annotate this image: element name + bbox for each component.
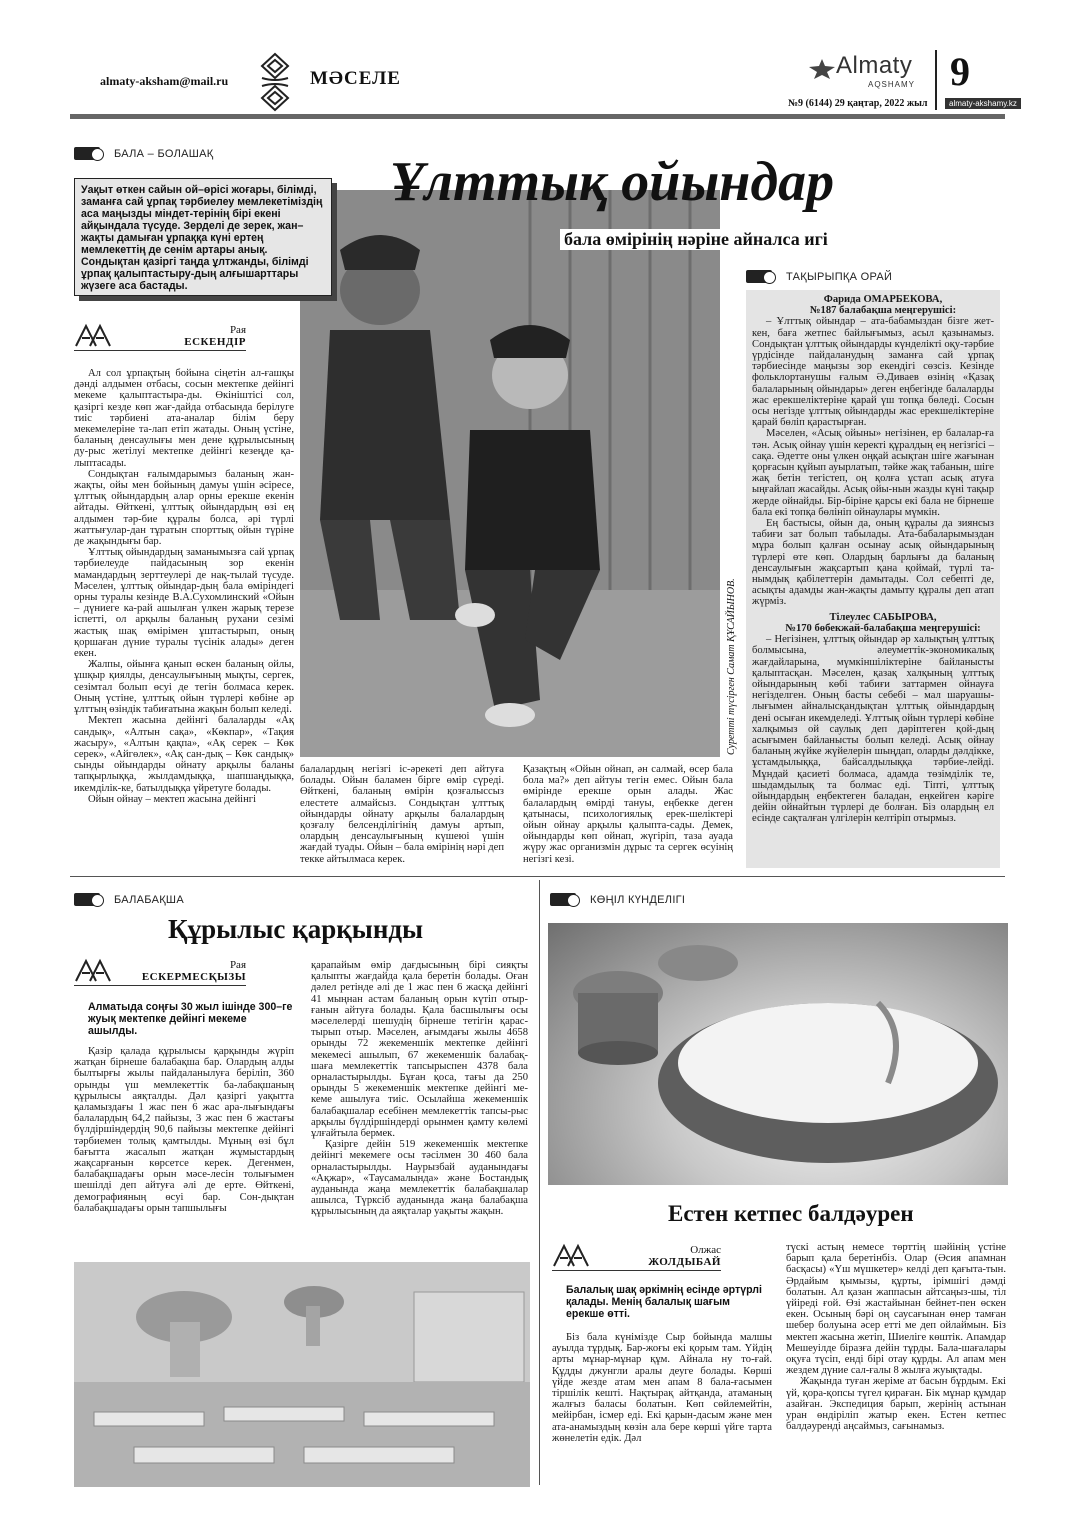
speaker1-role: №187 балабақша меңгерушісі: — [809, 305, 957, 317]
section-divider — [70, 876, 1005, 877]
article1-lead-box — [74, 178, 332, 296]
article3-photo — [548, 923, 1008, 1185]
paragraph: Мектеп жасына дейінгі балаларды «Ақ сандық», «Алтын сақа», «Көкпар», «Тақия жасыру», «Алтын қақпа», «Ақ серек – Көк серек», «Айгөлек», «Ақ сан-дық – Көк сандық» сынды ойындарды ойнату арқылы баланы тапқырлыққа, жылдамдыққа, шапшаңдыққа, икемділік-ке, батылдыққа үйретуге болады. — [74, 715, 294, 794]
column-divider — [539, 880, 540, 1485]
section-title: МӘСЕЛЕ — [310, 68, 401, 89]
article3-lead: Балалық шақ әркімнің есінде әртүрлі қалады. Менің балалық шағым ерекше өтті. — [566, 1284, 762, 1320]
paragraph: Ұлттық ойындардың заманымызға сай ұрпақ тәрбиелеуде пайдасының зор екенін мамандардың зерттеулері де нақ-тылай түсуде. Мәселен, ұлттық ойындар-дың бала өміріндегі орны туралы кезінде В.А.Сухомлинский «Ойын – дүниеге ка-рай ашылған үлкен жарық терезе іспетті, ол арқылы баланың рухани сезімі жастық шақ өмірімен ұштастырып, оның қоршаған дүние туралы түсінік алады» деген екен. — [74, 547, 294, 660]
paragraph: Ойын ойнау – мектеп жасына дейінгі — [88, 793, 257, 805]
photo-credit: Суретті түсірген Самат ҚҰСАЙЫНОВ. — [726, 578, 737, 755]
speaker2-name: Тілеулес САБЫРОВА, — [829, 611, 937, 623]
article1-col3: Қазақтың «Ойын ойнап, ән салмай, өсер бала бола ма?» деп айтуы тегін емес. Ойын бала өмірінде ерекше орын алады. Жас балалардың өмірді тануы, еңбекке деген қатынасы, психологиялық ерек-шеліктері ойын ойнау арқылы қалыпта-сады. Демек, ойындарды көп ойнап, жүгіріп, таза ауада жүру жас организмін дұрыс та сергек өсуінің негізгі кезі. — [523, 764, 733, 865]
classroom-icon — [74, 1262, 530, 1487]
article1-photo — [300, 190, 720, 757]
star-icon — [808, 58, 836, 80]
article2-tag: БАЛАБАҚША — [74, 893, 184, 906]
header-email[interactable]: almaty-aksham@mail.ru — [100, 74, 229, 88]
tag-marker-icon — [74, 147, 100, 160]
header-vline — [935, 50, 937, 110]
article1-lead: Уақыт өткен сайын ой–өрісі жоғары, білімді, заманға сай ұрпақ тәрбиелеу мемлекетіміздің аса маңызды міндет-терінің бірі екені айқындала түсуде. Зерделі де зерек, жан–жақты дамыған ұрпаққа күні ертең мемлекеттің де сенім артары анық. Сондықтан қазіргі таңда ұлтжанды, білімді ұрпақ қалыптастыру-дың алғышарттары жүзеге аса бастады. — [81, 184, 323, 292]
article1-col1 — [74, 368, 294, 805]
children-playing-icon — [300, 190, 720, 757]
sidebar-tag: ТАҚЫРЫПҚА ОРАЙ — [746, 270, 892, 283]
paragraph: Жалпы, ойынға қанып өскен баланың ойлы, ұшқыр қиялды, денсаулығының мықты, сергек, сезімтал болып өсуі де тегін болмаса керек. Оның үстіне, ұлттық ойын түрлері көбіне әр ұлттың өзіндік табиғатына жақын болып келеді. — [74, 659, 294, 716]
article3-tag: КӨҢІЛ КҮНДЕЛІГІ — [550, 893, 685, 906]
article1-subtitle: бала өмірінің нәріне айналса игі — [560, 229, 832, 250]
issue-info: №9 (6144) 29 қаңтар, 2022 жыл — [788, 98, 928, 109]
article2-title: Құрылыс қарқынды — [168, 914, 424, 944]
article3-title: Естен кетпес балдәурен — [668, 1201, 914, 1226]
paragraph: Мәселен, «Асық ойыны» негізінен, ер балалар-ға тән. Асық ойнау үшін керекті құралдың ең негізгісі – сақа. Әдетте оны үлкен оңқай асықтан шіге жағынан қорғасын құйып ауырлатып, тәйке жақ табанын, шіге жақ бетін тегістеп, оң қолға ұстап асық атуға ыңғайлап жасайды. Асық ойы-нын жазды күні тақыр жерде ойнайды. Бір-біріне қарсы екі бала не бірнеше бала екі топқа бөлініп ойнаулары мүмкін. — [752, 428, 994, 518]
article2-lead: Алматыда соңғы 30 жыл ішінде 300–ге жуық мектепке дейінгі мекеме ашылды. — [88, 1001, 293, 1037]
article2-col2: қарапайым өмір дағдысының бірі сияқты қалыпты жағдайда қала беретін болады. Оған дәлел ретінде әлі де 1 жас пен 6 жасқа дейінгі 41 мыңнан астам баланың орын күтіп отыр-ғанын айтуға болады. Қала басшылығы осы мәселелерді шешудің бірнеше тетігін қарас-тырып отыр. Мәселен, ағымдағы жылы 4658 орынды 72 жекеменшік мектепке дейінгі мекемесі ашылып, 67 жекеменшік балабақ-шаға мемлекеттік тапсырыспен 4378 бала орналастырылды. Бұған қоса, тағы да 250 орынды 5 жекеменшік мектепке дейінгі ме-кеме ашылуға тиіс. Осылайша жекеменшік балабақшалар есебінен мемлекеттік тапсы-рыс арқылы бүлдіршіндерді орынмен қамту көлемі ұлғайтыла бермек. Қазірге дейін 519 жекеменшік мектепке дейінгі мекемеге осы тәсілмен 30 460 бала орналастырылды. Наурызбай ауданындағы «Ақжар», «Таусамалында» және Бостандық ауданында жаңа мемлекеттік балабақшалар ашылса, Түрксіб ауданында жаңа балабақша құрылысының да аяқталар уақыты жақын. — [311, 960, 528, 1218]
article3-col1: Біз бала күнімізде Сыр бойында малшы ауылда тұрдық. Бар-жоғы екі қорым там. Үйдің арты мұнар-мұнар құм. Айнала ну то-ғай. Құдды джунгли аралы деуге болады. Көрші үйде жезде атам мен апам 8 бала-ғасымен тіршілік кешті. Нақтырақ айтқанда, атаманың жалғыз баласы болатын. Көп сөйлемейтін, мейірбан, ісмер еді. Екі қарын-дасым және мен ата-анамыздың көзін ала бере көрші үйге тарта жөнелетін едік. Дәл — [552, 1332, 772, 1444]
brand-logo — [808, 52, 928, 88]
paragraph: Ал сол ұрпақтың бойына сіңетін ал-ғашқы дәнді алдымен отбасы, сосын мектепке дейінгі мекеме қалыптастыра-ды. Өкініштісі сол, қазіргі кезде көп жағ-дайда отбасында берілуге тиіс тәрбиені ата-аналар білім беру мекемелеріне та-лап етіп жатады. Оның үстіне, баланың денсаулығы мен дене құрылысының ду-рыс жетілуі мектепке дейінгі кезеңде қа-лыптасады. — [74, 368, 294, 469]
speaker2-role: №170 бөбекжай-балабақша меңгерушісі: — [785, 622, 981, 634]
brand-sub: AQSHAMY — [868, 80, 916, 89]
paragraph: – Ұлттық ойындар – ата-бабамыздан бізге жет-кен, баға жетпес байлығымыз, асыл қазынамыз. Сондықтан ұлттық ойындарды күнделікті оқу-тәрбие үрдісінде пайдаланудың заманға сай ұрпақ тәрбиесінде маңызы зор екендігі сөзсіз. Кезінде фольклортанушы ғалым Ә.Диваев өзінің «Қазақ балаларының ойындары» деген еңбегінде балаларды жас ерекшеліктеріне қарай үш топқа бөледі. Сосын осы негізде ұлттық ойындарды жас ерекшеліктеріне қарай бөліп қарастырған. — [752, 316, 994, 429]
article2-col1: Қазір қалада құрылысы қарқынды жүріп жатқан бірнеше балабақша бар. Олардың алды былтырғы жылы пайдаланылуға беріліп, 360 орынды үш мемлекеттік ба-лабақшаның құрылысы аяқталды. Дәл қазіргі уақытта қаламыздағы 1 жас пен 6 жас ара-лығындағы балалардың 64,2 пайызы, 3 жас пен 6 жастағы бүлдіршіндердің 90,6 пайызы мектепке дейінгі тәрбиемен толық қамтылды. Мұның өзі бұл бағытта жасалып жатқан жұмыстардың жақсарғанын көрсетсе керек. Дегенмен, балабақшадағы орын мәсе-лесін толығымен шешілді деп айтуға әлі де ерте. Өйткені, демографияның өсуі бар. Сон-дықтан балабақшадағы орын тапшылығы — [74, 1046, 294, 1214]
sidebar-box — [746, 290, 1000, 868]
paragraph: – Негізінен, ұлттық ойындар әр халықтың ұлттық болмысына, әлеуметтік-экономикалық жағдайларына, мүмкіншіліктеріне байланысты қалыптасқан. Мәселен, қазақ халқының ұлттық ойындарының көбі табиғи заттармен ойнауға негізделген. Оның басты себебі – мал шаруашы-лығымен айналысқандықтан ұлттық ойындардың дені осыған икемделеді. Ұлттық ойын түрлері көбіне халқымыз ой саулық деп дәріптеген қой-дың асығымен байланысты болып келеді. Асық ойнау баланың жүйке жүйелерін шыңдап, оларды дәлдікке, ұстамдылыққа, байсалдылыққа тәрбие-лейді. Мұндай қасиеті болмаса, адамда төзімділік те, шыдамдылық та болмас еді. Тіпті, ұлттық ойындардың еңбектеген баладан, еңкейген кәріге дейін ойнайтын түрлері де болған. Біз олардың ел есінде сақталған үлгілерін келтіріп отырмыз. — [752, 634, 994, 825]
speaker1-name: Фарида ОМАРБЕКОВА, — [823, 294, 943, 305]
page-header — [0, 0, 1074, 125]
author-logo-icon — [552, 1242, 590, 1268]
paragraph: Ең бастысы, ойын да, оның құралы да зиянсыз табиғи зат болып табылады. Ата-бабаларымыздан мұра болып қалған осынау асық ойындарының түрлері өте көп. Олардың барлығы да баланың денсаулығын жақсартып қана қоймай, түрлі та-нымдық қабілеттерін дамытады. Сол себепті де, асықты адамды жан-жақты дамыту құралы деп атап жүрміз. — [752, 518, 994, 608]
author-logo-icon — [74, 322, 112, 348]
page-number: 9 — [950, 49, 970, 94]
author-logo-icon — [74, 957, 112, 983]
bowl-of-milk-icon — [548, 923, 1008, 1185]
article2-author: Рая ЕСКЕРМЕСҚЫЗЫ — [74, 957, 246, 986]
paragraph: Сондықтан ғалымдарымыз баланың жан-жақты, ойы мен бойының дамуы үшін әсіресе, ұлттық ойындардың алар орны ерекше екенін айтады. Өйткені, ұлттық ойындардың өзі ең алдымен тәр-бие құралы болса, әрі түрлі жаттығулар-дан тұратын спорттық ойын түріне де жақындығы бар. — [74, 468, 294, 548]
tag-marker-icon — [74, 893, 100, 906]
tag-marker-icon — [746, 270, 772, 283]
ornament-icon — [258, 52, 292, 112]
article3-col2: түскі астың немесе төрттің шәйінің үстіне барып қала беретінбіз. Олар (Әсия апамнан басқасы) «Үш мүшкетер» келді деп қағыта-тын. Әрдайым қымызы, құрты, ірімшігі дәмді болатын. Ал қазан жаппасын айтсаңыз-шы, тіл үйіреді ғой. Өзі жастайынан бейнет-пен өскен екен. Осының бәрі оң саусағынан өнер тамған шебер болуына әсер етті ме деп ойлаймын. Біз мектеп жасына жетіп, Шиеліге көштік. Апамдар Мешеуілде біразға дейін тұрды. Бала-шағалары оқуға түсіп, енді бірі отау құрды. Ал апам мен жездем дүние сал-ғалы 8 жылға жуықтады. Жақында туған жеріме ат басын бұрдым. Екі үй, қора-қопсы түгел қираған. Бік мұнар құмдар азайған. Экспедиция барып, жерінің астынан уран өндіріліп жатыр екен. Естен кетпес балдәуренді аңсаймыз, сағынамыз. — [786, 1242, 1006, 1433]
article1-title: Ұлттық ойындар — [390, 151, 835, 213]
tag-marker-icon — [550, 893, 576, 906]
header-rule — [70, 114, 1005, 119]
article1-col2: балалардың негізгі іс-әрекеті деп айтуға болады. Ойын баламен бірге өмір сүреді. Өйткені, баланың өмірін қозғалыссыз елестете алмайсыз. Сондықтан ұлттық ойындарды ойнату арқылы балалардың қозғалу белсенділігінің дамуы артып, олардың денсаулығының күшеюі үшін жағдай туады. Ойын – бала өмірінің нәрі деп текке айтылмаса керек. — [300, 764, 504, 865]
brand-name: Almaty — [836, 52, 913, 79]
article1-tag: БАЛА – БОЛАШАҚ — [74, 147, 213, 160]
article3-author: Олжас ЖОЛДЫБАЙ — [552, 1242, 721, 1271]
article1-author: Рая ЕСКЕНДІР — [74, 322, 246, 351]
site-badge[interactable]: almaty-akshamy.kz — [945, 98, 1021, 109]
kindergarten-photo — [74, 1262, 530, 1487]
